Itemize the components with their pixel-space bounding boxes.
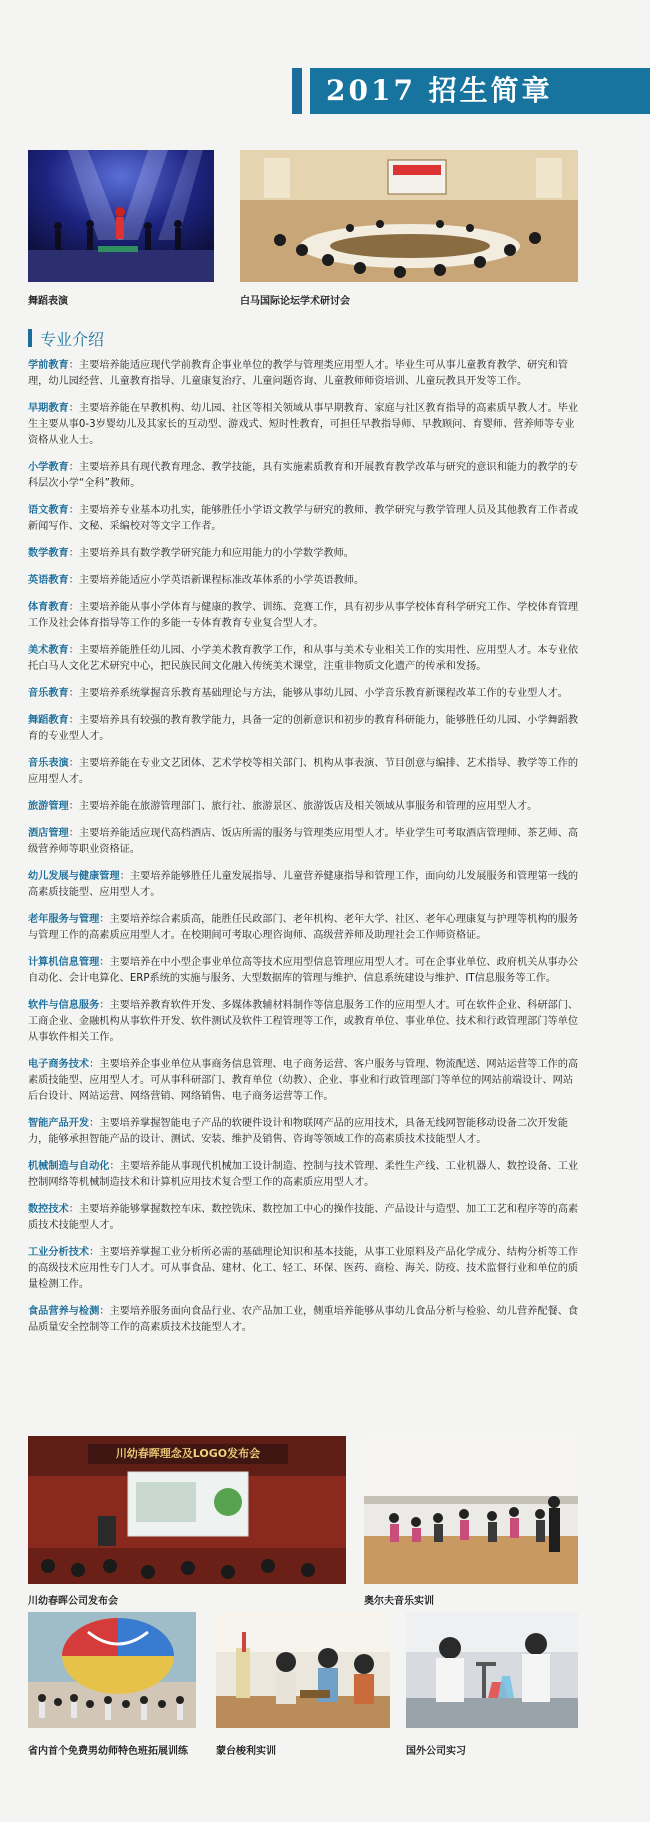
major-name: 数学教育 bbox=[28, 548, 69, 559]
lab-internship-photo bbox=[406, 1612, 578, 1728]
launch-event-photo bbox=[28, 1436, 346, 1584]
major-description: ：主要培养能在旅游管理部门、旅行社、旅游景区、旅游饭店及相关领域从事服务和管理的应用型人才。 bbox=[68, 801, 538, 812]
major-description: ：主要培养能胜任幼儿园、小学美术教育教学工作，和从事与美术专业相关工作的实用性、应用型人才。本专业依托白马人文化艺术研究中心，把民族民间文化融入传统美术课堂，注重非物质文化遗产的传承和发扬。 bbox=[28, 645, 579, 672]
major-description: ：主要培养能从事现代机械加工设计制造、控制与技术管理、柔性生产线、工业机器人、数控设备、工业控制网络等机械制造技术和计算机应用技术复合型工作的高素质应用型人才。 bbox=[28, 1161, 579, 1188]
major-item bbox=[28, 686, 583, 702]
major-name: 幼儿发展与健康管理 bbox=[28, 871, 120, 882]
major-name: 数控技术 bbox=[28, 1204, 69, 1215]
photo-caption: 川幼春晖公司发布会 bbox=[28, 1596, 118, 1607]
conference-photo bbox=[240, 150, 578, 282]
major-item bbox=[28, 756, 583, 788]
major-description: ：主要培养具有较强的教育教学能力，具备一定的创新意识和初步的教育科研能力，能够胜任幼儿园、小学舞蹈教育的专业型人才。 bbox=[28, 715, 579, 742]
major-description: ：主要培养教育软件开发、多媒体教辅材料制作等信息服务工作的应用型人才。可在软件企业、科研部门、工商企业、金融机构从事软件开发、软件测试及软件工程管理等工作，或教育单位、事业单位、技术和行政管理部门等单位从事软件相关工作。 bbox=[28, 1000, 579, 1043]
major-description: ：主要培养能够胜任儿童发展指导、儿童营养健康指导和管理工作，面向幼儿发展服务和管理第一线的高素质技能型、应用型人才。 bbox=[28, 871, 579, 898]
major-item bbox=[28, 600, 583, 632]
major-description: ：主要培养系统掌握音乐教育基础理论与方法，能够从事幼儿园、小学音乐教育新课程改革工作的专业型人才。 bbox=[68, 688, 568, 699]
major-item bbox=[28, 869, 583, 901]
major-description: ：主要培养能适应小学英语新课程标准改革体系的小学英语教师。 bbox=[68, 575, 365, 586]
major-description: ：主要培养能从事小学体育与健康的教学、训练、竞赛工作，具有初步从事学校体育科学研究工作、学校体育管理工作及社会体育指导等工作的多能一专体育教育专业复合型人才。 bbox=[28, 602, 579, 629]
banner-stripe bbox=[292, 68, 302, 114]
major-name: 美术教育 bbox=[28, 645, 69, 656]
major-name: 小学教育 bbox=[28, 462, 69, 473]
major-description: ：主要培养能在早教机构、幼儿园、社区等相关领域从事早期教育、家庭与社区教育指导的高素质早教人才。毕业生主要从事0-3岁婴幼儿及其家长的互动型、游戏式、短时性教育，可担任早教指导师、早教顾问、育婴师、营养师等专业资格从业人士。 bbox=[28, 403, 579, 446]
major-item bbox=[28, 503, 583, 535]
photo-caption: 蒙台梭利实训 bbox=[216, 1746, 276, 1757]
title-banner bbox=[292, 68, 650, 114]
major-description: ：主要培养具有数学教学研究能力和应用能力的小学数学教师。 bbox=[68, 548, 354, 559]
major-name: 机械制造与自动化 bbox=[28, 1161, 110, 1172]
major-description: ：主要培养具有现代教育理念、教学技能，具有实施素质教育和开展教育教学改革与研究的意识和能力的教学的专科层次小学“全科”教师。 bbox=[28, 462, 579, 489]
major-name: 早期教育 bbox=[28, 403, 69, 414]
major-description: ：主要培养综合素质高，能胜任民政部门、老年机构、老年大学、社区、老年心理康复与护理等机构的服务与管理工作的高素质应用型人才。在校期间可考取心理咨询师、高级营养师及助理社会工作师资格证。 bbox=[28, 914, 579, 941]
major-item bbox=[28, 1159, 583, 1191]
major-description: ：主要培养能适应现代学前教育企事业单位的教学与管理类应用型人才。毕业生可从事儿童教育教学、研究和管理，幼儿园经营、儿童教育指导、儿童康复治疗、儿童问题咨询、儿童教师师资培训、儿童玩教具开发等工作。 bbox=[28, 360, 568, 387]
major-item bbox=[28, 1245, 583, 1293]
major-item bbox=[28, 1202, 583, 1234]
major-name: 音乐表演 bbox=[28, 758, 69, 769]
launch-screen-text: 川幼春晖理念及LOGO发布会 bbox=[115, 1447, 261, 1460]
section-title: 专业介绍 bbox=[40, 329, 105, 349]
major-name: 计算机信息管理 bbox=[28, 957, 100, 968]
majors-list bbox=[28, 358, 583, 1347]
major-name: 语文教育 bbox=[28, 505, 69, 516]
major-description: ：主要培养企事业单位从事商务信息管理、电子商务运营、客户服务与管理、物流配送、网站运营等工作的高素质技能型、应用型人才。可从事科研部门、教育单位（幼教）、企业、事业和行政管理部门等单位的网站前端设计、网站后台设计、网站运营、网络营销、网络销售、电子商务运营等工作。 bbox=[28, 1059, 579, 1102]
major-description: ：主要培养专业基本功扎实，能够胜任小学语文教学与研究的教师、教学研究与教学管理人员及其他教育工作者或新闻写作、文秘、采编校对等文字工作者。 bbox=[28, 505, 579, 532]
major-name: 食品营养与检测 bbox=[28, 1306, 100, 1317]
major-name: 酒店管理 bbox=[28, 828, 69, 839]
major-name: 旅游管理 bbox=[28, 801, 69, 812]
page-title: 2017 招生简章 bbox=[310, 68, 650, 114]
major-description: ：主要培养能在专业文艺团体、艺术学校等相关部门、机构从事表演、节目创意与编排、艺术指导、教学等工作的应用型人才。 bbox=[28, 758, 579, 785]
major-name: 体育教育 bbox=[28, 602, 69, 613]
major-name: 工业分析技术 bbox=[28, 1247, 90, 1258]
photo-caption: 白马国际论坛学术研讨会 bbox=[240, 296, 350, 307]
photo-caption: 国外公司实习 bbox=[406, 1746, 466, 1757]
major-name: 软件与信息服务 bbox=[28, 1000, 100, 1011]
major-item bbox=[28, 573, 583, 589]
major-item bbox=[28, 460, 583, 492]
major-name: 音乐教育 bbox=[28, 688, 69, 699]
major-description: ：主要培养在中小型企事业单位高等技术应用型信息管理应用型人才。可在企事业单位、政府机关从事办公自动化、会计电算化、ERP系统的实施与服务、大型数据库的管理与维护、信息系统建设与维护、IT信息服务等工作。 bbox=[28, 957, 579, 984]
major-name: 智能产品开发 bbox=[28, 1118, 90, 1129]
major-name: 电子商务技术 bbox=[28, 1059, 90, 1070]
major-item bbox=[28, 998, 583, 1046]
dance-performance-photo bbox=[28, 150, 214, 282]
major-name: 学前教育 bbox=[28, 360, 69, 371]
major-description: ：主要培养能够掌握数控车床、数控铣床、数控加工中心的操作技能、产品设计与造型、加工工艺和程序等的高素质技术技能型人才。 bbox=[28, 1204, 579, 1231]
photo-caption: 奥尔夫音乐实训 bbox=[364, 1596, 434, 1607]
major-item bbox=[28, 1304, 583, 1336]
major-description: ：主要培养掌握工业分析所必需的基础理论知识和基本技能，从事工业原料及产品化学成分、结构分析等工作的高级技术应用性专门人才。可从事食品、建材、化工、轻工、环保、医药、商检、海关、防疫、技术监督行业和单位的质量检测工作。 bbox=[28, 1247, 579, 1290]
major-name: 舞蹈教育 bbox=[28, 715, 69, 726]
major-item bbox=[28, 826, 583, 858]
major-description: ：主要培养掌握智能电子产品的软硬件设计和物联网产品的应用技术，具备无线网智能移动设备二次开发能力，能够承担智能产品的设计、测试、安装、维护及销售、咨询等领域工作的高素质技术技能型人才。 bbox=[28, 1118, 568, 1145]
montessori-photo bbox=[216, 1612, 390, 1728]
outdoor-training-photo bbox=[28, 1612, 196, 1728]
major-name: 英语教育 bbox=[28, 575, 69, 586]
section-heading bbox=[28, 328, 104, 348]
major-item bbox=[28, 955, 583, 987]
heading-bar bbox=[28, 329, 32, 347]
major-item bbox=[28, 799, 583, 815]
major-item bbox=[28, 912, 583, 944]
photo-caption: 省内首个免费男幼师特色班拓展训练 bbox=[28, 1746, 188, 1757]
major-item bbox=[28, 1116, 583, 1148]
major-description: ：主要培养能适应现代高档酒店、饭店所需的服务与管理类应用型人才。毕业学生可考取酒店管理师、茶艺师、高级营养师等职业资格证。 bbox=[28, 828, 579, 855]
major-description: ：主要培养服务面向食品行业、农产品加工业，侧重培养能够从事幼儿食品分析与检验、幼儿营养配餐、食品质量安全控制等工作的高素质技术技能型人才。 bbox=[28, 1306, 579, 1333]
major-item bbox=[28, 546, 583, 562]
major-item bbox=[28, 358, 583, 390]
orff-music-photo bbox=[364, 1436, 578, 1584]
major-item bbox=[28, 713, 583, 745]
major-item bbox=[28, 1057, 583, 1105]
major-item bbox=[28, 643, 583, 675]
photo-caption: 舞蹈表演 bbox=[28, 296, 68, 307]
major-name: 老年服务与管理 bbox=[28, 914, 100, 925]
major-item bbox=[28, 401, 583, 449]
